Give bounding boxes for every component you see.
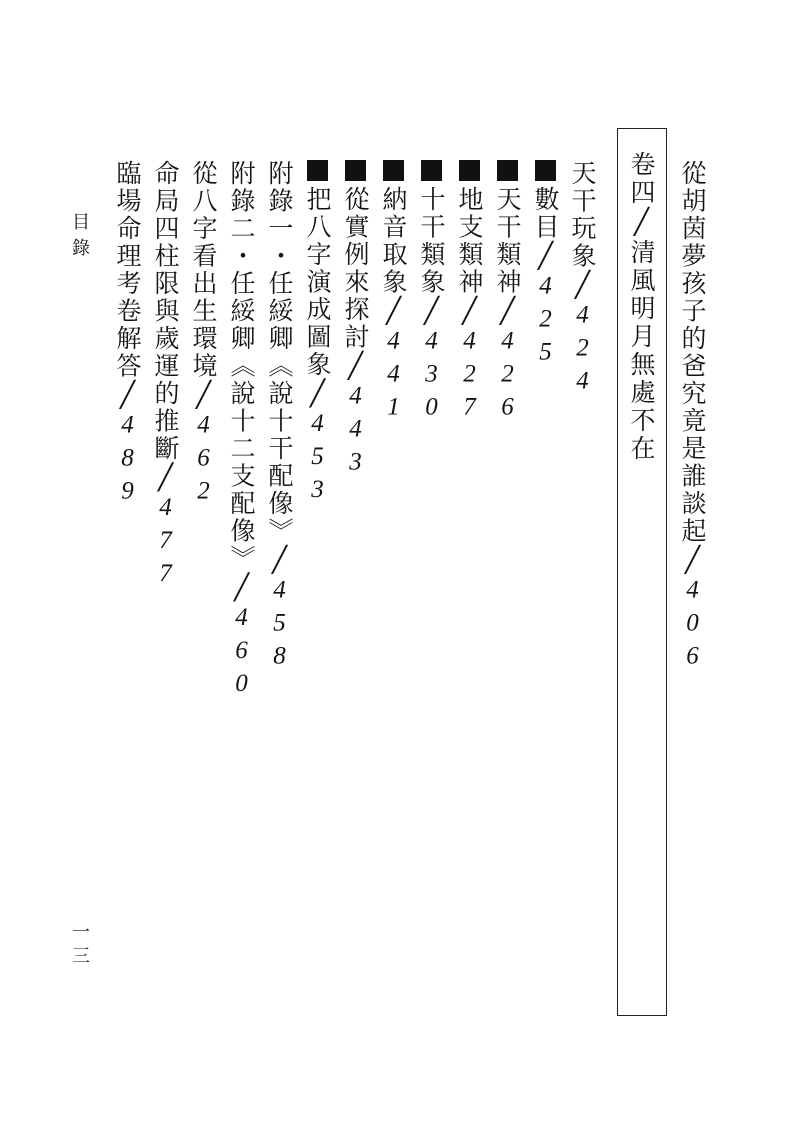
separator: ╱ bbox=[113, 380, 142, 412]
entry-title: 天干類神 bbox=[493, 186, 522, 296]
entry-title: 從實例來探討 bbox=[341, 186, 370, 351]
entry-title: 地支類神 bbox=[455, 186, 484, 296]
page-ref: 406 bbox=[679, 576, 706, 676]
chapter-heading bbox=[629, 151, 654, 463]
page-ref: 427 bbox=[456, 327, 483, 427]
entry-title: 附錄二・任綏卿《說十二支配像》 bbox=[227, 160, 256, 573]
toc-entry-intro bbox=[680, 160, 705, 676]
separator: ╱ bbox=[379, 296, 408, 328]
page-ref: 462 bbox=[190, 411, 217, 511]
separator: ╱ bbox=[417, 296, 446, 328]
toc-entry bbox=[115, 160, 140, 511]
separator: ╱ bbox=[189, 380, 218, 412]
page-ref: 453 bbox=[304, 410, 331, 509]
toc-entry bbox=[153, 160, 178, 593]
square-bullet-icon bbox=[421, 160, 442, 181]
entry-title: 從胡茵夢孩子的爸究竟是誰談起 bbox=[678, 160, 707, 545]
running-head: 目錄 bbox=[69, 212, 90, 264]
entry-title: 把八字演成圖象 bbox=[303, 186, 332, 379]
toc-entry bbox=[457, 160, 482, 427]
toc-entry bbox=[191, 160, 216, 511]
separator: ╱ bbox=[493, 296, 522, 328]
toc-entry bbox=[267, 160, 292, 676]
square-bullet-icon bbox=[383, 160, 404, 181]
square-bullet-icon bbox=[307, 160, 328, 181]
page-ref: 430 bbox=[418, 327, 445, 427]
page-ref: 489 bbox=[114, 411, 141, 511]
page-ref: 425 bbox=[532, 272, 559, 372]
separator: ╱ bbox=[341, 351, 370, 383]
page-ref: 441 bbox=[380, 327, 407, 427]
square-bullet-icon bbox=[345, 160, 366, 181]
page-ref: 460 bbox=[228, 604, 255, 703]
separator: ╱ bbox=[678, 545, 707, 577]
page-ref: 426 bbox=[494, 327, 521, 427]
toc-entry bbox=[343, 160, 368, 482]
entry-title: 天干玩象 bbox=[568, 160, 597, 270]
entry-title: 數目 bbox=[531, 186, 560, 241]
square-bullet-icon bbox=[497, 160, 518, 181]
toc-entry bbox=[495, 160, 520, 427]
separator: ╱ bbox=[227, 572, 256, 604]
entry-title: 從八字看出生環境 bbox=[189, 160, 218, 380]
separator: ╱ bbox=[151, 462, 180, 494]
toc-entry bbox=[533, 160, 558, 372]
separator: ╱ bbox=[265, 545, 294, 577]
separator: ╱ bbox=[627, 207, 656, 239]
chapter-title: 清風明月無處不在 bbox=[627, 239, 656, 463]
separator: ╱ bbox=[455, 296, 484, 328]
square-bullet-icon bbox=[535, 160, 556, 181]
toc-entry bbox=[229, 160, 254, 703]
entry-title: 附錄一・任綏卿《說十干配像》 bbox=[265, 160, 294, 545]
separator: ╱ bbox=[568, 270, 597, 302]
toc-entry bbox=[419, 160, 444, 427]
separator: ╱ bbox=[303, 378, 332, 410]
entry-title: 納音取象 bbox=[379, 186, 408, 296]
chapter-label: 卷四 bbox=[627, 151, 656, 207]
page-number: 一三 bbox=[69, 922, 90, 970]
separator: ╱ bbox=[531, 241, 560, 273]
toc-entry bbox=[305, 160, 330, 509]
page-ref: 424 bbox=[569, 301, 596, 401]
toc-entry bbox=[570, 160, 595, 401]
entry-title: 命局四柱限與歲運的推斷 bbox=[151, 160, 180, 463]
page-ref: 477 bbox=[152, 494, 179, 593]
chapter-heading-box bbox=[617, 128, 667, 1016]
page-ref: 443 bbox=[342, 382, 369, 482]
entry-title: 臨場命理考卷解答 bbox=[113, 160, 142, 380]
toc-entry bbox=[381, 160, 406, 427]
square-bullet-icon bbox=[459, 160, 480, 181]
page-ref: 458 bbox=[266, 576, 293, 676]
entry-title: 十干類象 bbox=[417, 186, 446, 296]
